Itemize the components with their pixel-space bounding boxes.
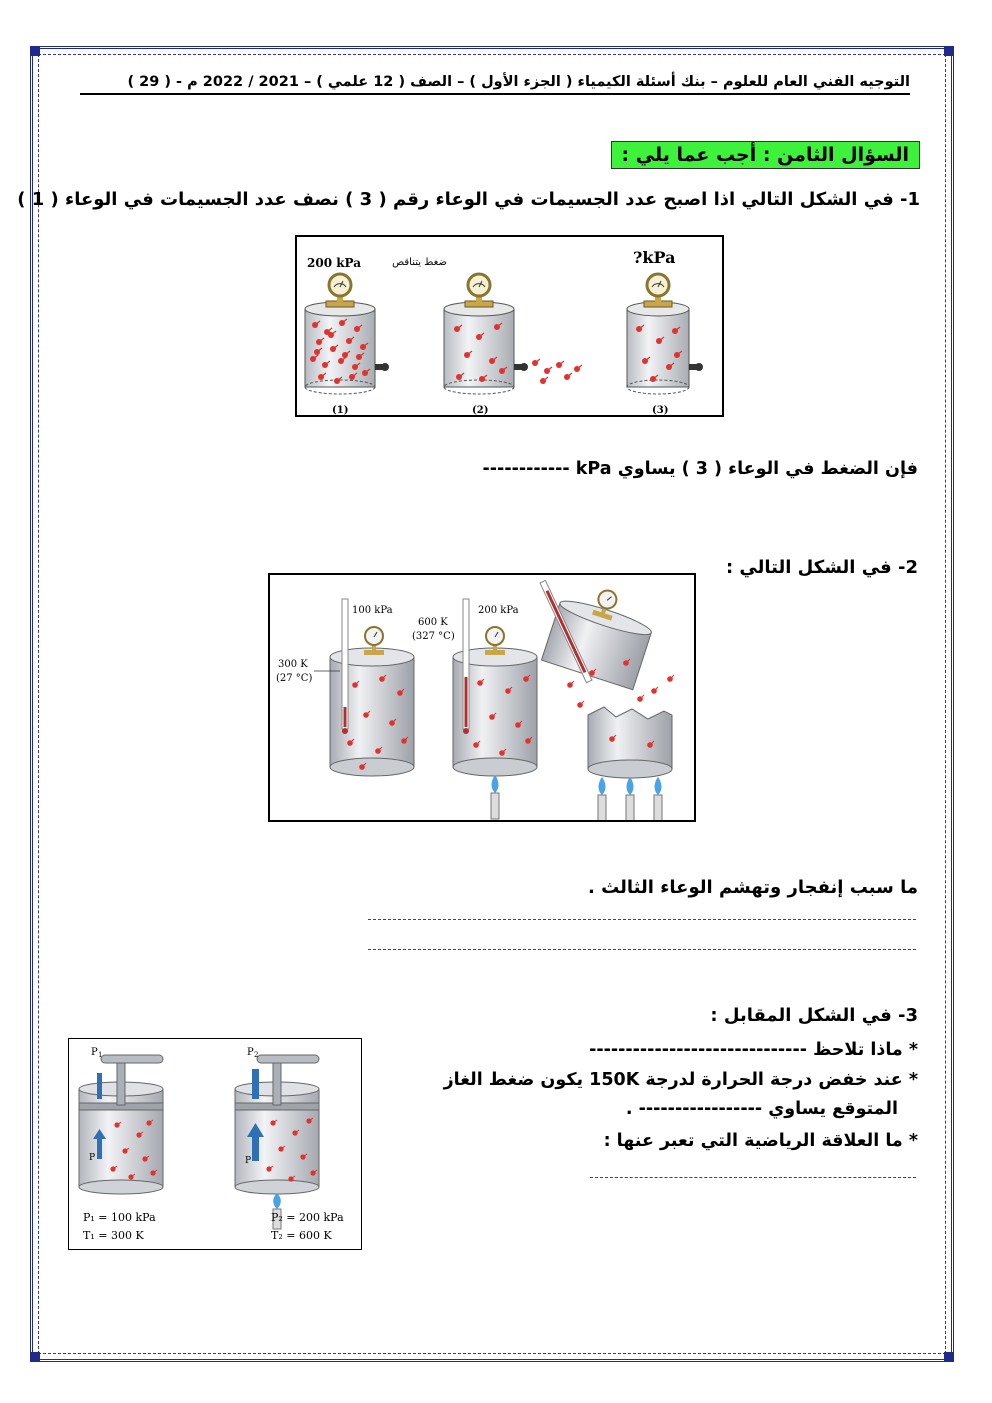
question-3-bullet-1: * ماذا تلاحظ ------------------------------ (589, 1040, 918, 1060)
fig1-label-2: (2) (472, 405, 489, 415)
fig1-pressure-2: ضغط يتناقص (392, 257, 447, 268)
question-3-bullet-3: * ما العلاقة الرياضية التي تعبر عنها : (603, 1131, 918, 1151)
fig2-pressure-1: 100 kPa (352, 605, 393, 616)
answer-line[interactable] (590, 1177, 916, 1178)
fig3-p1-inner: P (89, 1153, 96, 1163)
fig1-pressure-3: ?kPa (633, 248, 676, 267)
question-title: السؤال الثامن : أجب عما يلي : (611, 141, 920, 169)
figure-1-containers (295, 235, 724, 417)
question-1-text: 1- في الشكل التالي اذا اصبح عدد الجسيمات في الوعاء رقم ( 3 ) نصف عدد الجسيمات في الوعاء ( 1 ) (17, 189, 920, 210)
fig3-p2-inner: P (245, 1156, 252, 1166)
question-2-sub: ما سبب إنفجار وتهشم الوعاء الثالث . (587, 877, 918, 898)
fig2-temp-2: 600 K (418, 617, 448, 628)
question-2-text: 2- في الشكل التالي : (725, 557, 918, 578)
fig3-values-1b: T₁ = 300 K (83, 1229, 144, 1242)
fig3-p2-sub: 2 (254, 1051, 259, 1059)
fig3-p1-sub: 1 (98, 1051, 103, 1059)
figure-2-heating (268, 573, 696, 822)
fig1-pressure-1: 200 kPa (307, 256, 362, 270)
question-3-bullet-2: * عند خفض درجة الحرارة لدرجة 150K يكون ضغط الغاز (443, 1070, 918, 1090)
page-header: التوجيه الفني العام للعلوم – بنك أسئلة الكيمياء ( الجزء الأول ) – الصف ( 12 علمي ) – 2021 / 2022 م - ( 29 ) (80, 74, 910, 95)
question-3-text: 3- في الشكل المقابل : (710, 1005, 918, 1026)
answer-line[interactable] (368, 949, 916, 950)
question-3-bullet-2-cont: المتوقع يساوي ----------------- . (625, 1099, 898, 1119)
fig2-pressure-2: 200 kPa (478, 605, 519, 616)
figure-3-pistons (68, 1038, 362, 1250)
fig2-temp-2c: (327 °C) (412, 631, 455, 642)
fig3-values-2b: T₂ = 600 K (271, 1229, 332, 1242)
fig3-values-2a: P₂ = 200 kPa (271, 1211, 344, 1224)
answer-line[interactable] (368, 919, 916, 920)
corner-ornament (30, 46, 40, 56)
corner-ornament (944, 1352, 954, 1362)
fig3-p2-label: P (247, 1047, 254, 1058)
corner-ornament (944, 46, 954, 56)
fig2-temp-1: 300 K (278, 659, 308, 670)
question-1-answer: فإن الضغط في الوعاء ( 3 ) يساوي kPa ------------ (482, 459, 918, 479)
fig1-label-3: (3) (652, 405, 669, 415)
fig1-label-1: (1) (332, 405, 349, 415)
fig3-p1-label: P (91, 1047, 98, 1058)
fig2-temp-1c: (27 °C) (276, 673, 313, 684)
corner-ornament (30, 1352, 40, 1362)
fig3-values-1a: P₁ = 100 kPa (83, 1211, 156, 1224)
